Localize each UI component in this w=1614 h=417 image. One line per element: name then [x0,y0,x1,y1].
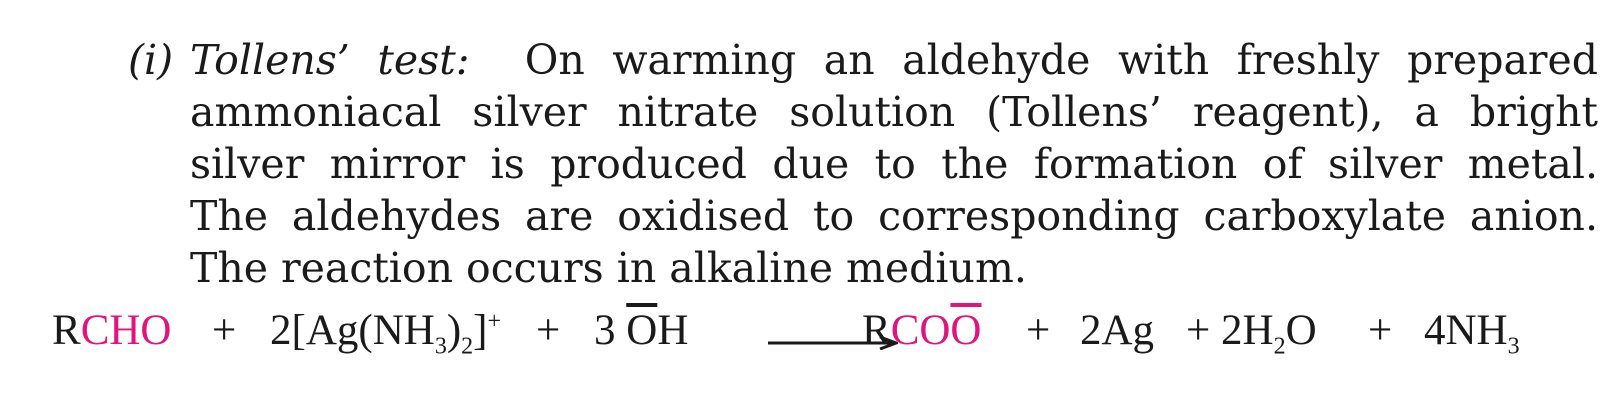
subscript: 2 [1273,333,1286,360]
reactant-tollens-reagent [270,306,502,360]
hydrogen: H [657,307,689,354]
coefficient: 3 [594,307,616,354]
plus-and-coefficient: + 2H [1186,307,1274,354]
paragraph-line-1 [128,34,1598,86]
reactant-aldehyde [52,306,171,355]
ion-oxygen: $\overline{O}$ [626,307,658,354]
line-1-text: On warming an aldehyde with freshly prepared [524,36,1598,84]
carboxylate-oxygen: $\overline{O}$ [950,307,982,354]
plus-sign: + [536,307,561,354]
reagent-part: ) [446,307,462,354]
oxygen: O [1285,307,1317,354]
product-ammonia [1424,306,1520,360]
tollens-paragraph [128,34,1598,294]
aldehyde-group: CHO [80,307,172,354]
carboxylate-group: CO [890,307,951,354]
paragraph-line-2: ammoniacal silver nitrate solution (Tollens’ reagent), a bright [190,88,1598,136]
ammonia: 4NH [1424,307,1508,354]
term-heading: Tollens’ test: [190,36,470,84]
reagent-part: ] [473,307,488,354]
subscript: 3 [434,333,447,360]
product-carboxylate [862,306,981,355]
item-marker: (i) [128,36,174,84]
superscript-charge: + [487,308,502,335]
plus-sign: + [1368,307,1393,354]
plus-sign: + [212,307,237,354]
product-water [1186,306,1317,360]
product-silver: 2Ag [1080,307,1155,354]
reactant-hydroxide [594,306,688,355]
paragraph-line-5: The reaction occurs in alkaline medium. [190,244,1027,292]
subscript: 3 [1507,333,1520,360]
paragraph-line-3: silver mirror is produced due to the formation of silver metal. [190,140,1598,188]
r-group: R [862,307,891,354]
paragraph-line-4: The aldehydes are oxidised to corresponding carboxylate anion. [190,192,1598,240]
chemical-equation [52,306,1592,376]
subscript: 2 [461,333,474,360]
r-group: R [52,307,81,354]
reagent-part: 2[Ag(NH [270,307,435,354]
plus-sign: + [1026,307,1051,354]
